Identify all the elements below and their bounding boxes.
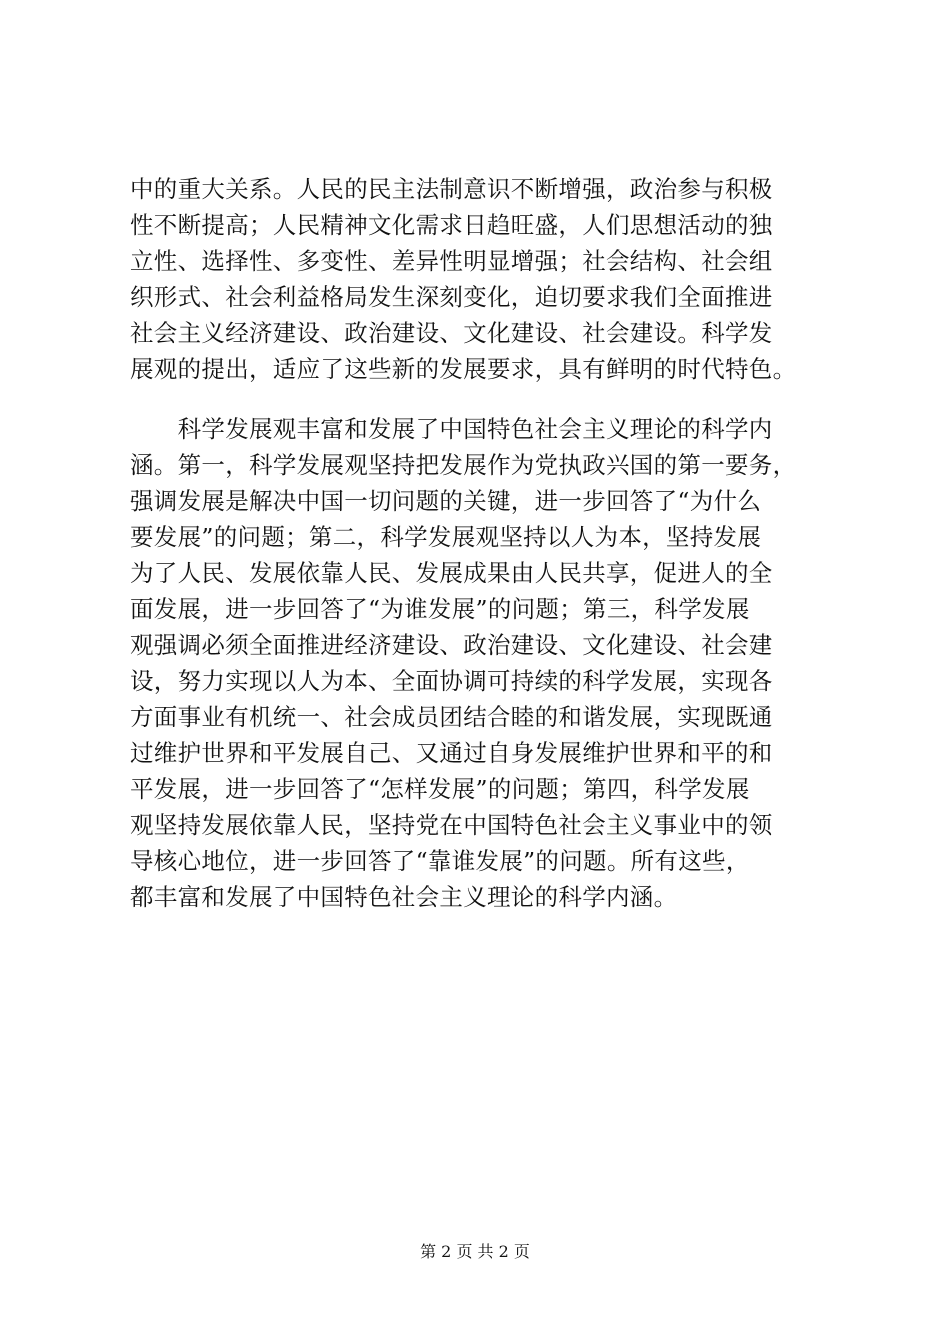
paragraph-2-line: 导核心地位，进一步回答了“靠谁发展”的问题。所有这些， (130, 847, 750, 875)
page-footer: 第 2 页 共 2 页 (420, 1242, 530, 1261)
paragraph-2-line: 设，努力实现以人为本、全面协调可持续的科学发展，实现各 (130, 667, 773, 695)
paragraph-2-line: 涵。第一，科学发展观坚持把发展作为党执政兴国的第一要务， (130, 451, 797, 479)
paragraph-2-line: 观强调必须全面推进经济建设、政治建设、文化建设、社会建 (130, 631, 773, 659)
paragraph-2-line: 过维护世界和平发展自己、又通过自身发展维护世界和平的和 (130, 739, 773, 767)
paragraph-1-line: 社会主义经济建设、政治建设、文化建设、社会建设。科学发 (130, 319, 773, 347)
paragraph-1-line: 展观的提出，适应了这些新的发展要求，具有鲜明的时代特色。 (130, 355, 797, 383)
paragraph-2-line: 科学发展观丰富和发展了中国特色社会主义理论的科学内 (130, 415, 773, 443)
paragraph-2-line: 平发展，进一步回答了“怎样发展”的问题；第四，科学发展 (130, 775, 750, 803)
paragraph-2-line: 都丰富和发展了中国特色社会主义理论的科学内涵。 (130, 883, 678, 911)
paragraph-1-line: 立性、选择性、多变性、差异性明显增强；社会结构、社会组 (130, 247, 773, 275)
paragraph-2-line: 方面事业有机统一、社会成员团结合睦的和谐发展，实现既通 (130, 703, 773, 731)
paragraph-2-line: 要发展”的问题；第二，科学发展观坚持以人为本，坚持发展 (130, 523, 762, 551)
paragraph-2-line: 面发展，进一步回答了“为谁发展”的问题；第三，科学发展 (130, 595, 750, 623)
paragraph-1-line: 中的重大关系。人民的民主法制意识不断增强，政治参与积极 (130, 175, 773, 203)
paragraph-1-line: 性不断提高；人民精神文化需求日趋旺盛，人们思想活动的独 (130, 211, 773, 239)
paragraph-2-line: 强调发展是解决中国一切问题的关键，进一步回答了“为什么 (130, 487, 762, 515)
paragraph-2-line: 为了人民、发展依靠人民、发展成果由人民共享，促进人的全 (130, 559, 773, 587)
paragraph-1-line: 织形式、社会利益格局发生深刻变化，迫切要求我们全面推进 (130, 283, 773, 311)
paragraph-2-line: 观坚持发展依靠人民，坚持党在中国特色社会主义事业中的领 (130, 811, 773, 839)
